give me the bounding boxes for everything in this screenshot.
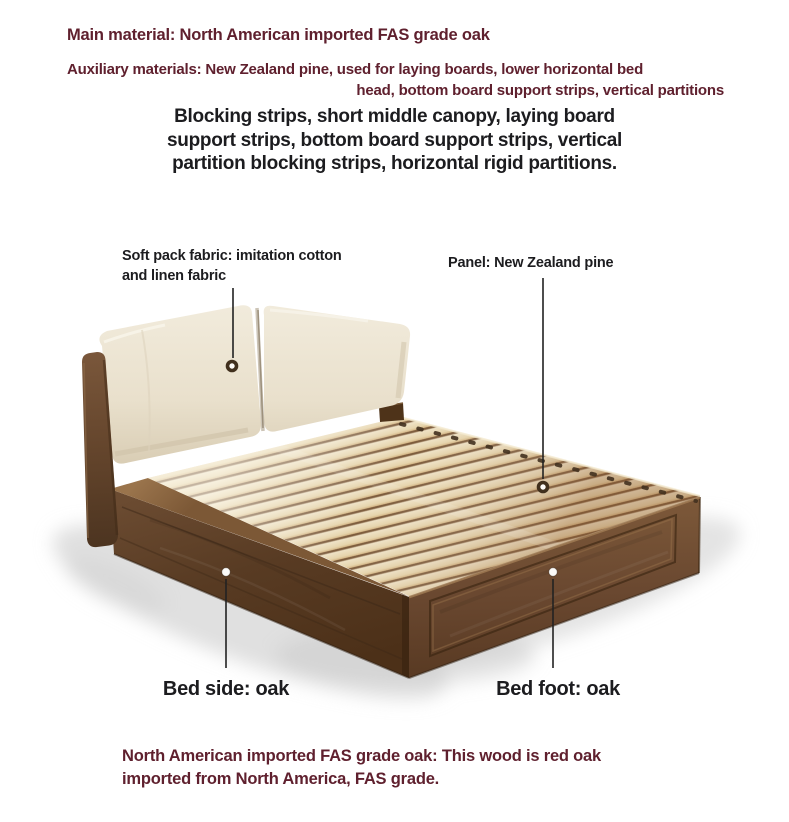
auxiliary-line1: Auxiliary materials: New Zealand pine, used for laying boards, lower horizontal bed [67,61,644,78]
bed-foot-callout-label: Bed foot: oak [496,678,620,700]
blocking-line3: partition blocking strips, horizontal rigid partitions. [172,153,617,174]
panel-dot [539,483,548,492]
auxiliary-line2: head, bottom board support strips, vertical partitions [356,82,724,99]
softpack-line1: Soft pack fabric: imitation cotton [122,248,342,264]
bedside-dot [222,568,230,576]
footer-note-line1: North American imported FAS grade oak: This wood is red oak [122,747,602,765]
blocking-line1: Blocking strips, short middle canopy, laying board [174,106,615,127]
softpack-callout-label [122,246,342,286]
panel-callout-label: Panel: New Zealand pine [448,255,614,271]
blocking-strips-text [0,105,789,176]
bedfoot-dot [549,568,557,576]
bed-side-callout-label: Bed side: oak [162,678,290,700]
footer-note-line2: imported from North America, FAS grade. [122,770,440,788]
softpack-dot [228,362,237,371]
softpack-line2: and linen fabric [122,268,226,284]
footer-note-text [122,745,601,791]
main-material-text: Main material: North American imported FAS grade oak [67,26,490,44]
blocking-line2: support strips, bottom board support strips, vertical [167,129,622,151]
auxiliary-materials-text [67,59,724,101]
